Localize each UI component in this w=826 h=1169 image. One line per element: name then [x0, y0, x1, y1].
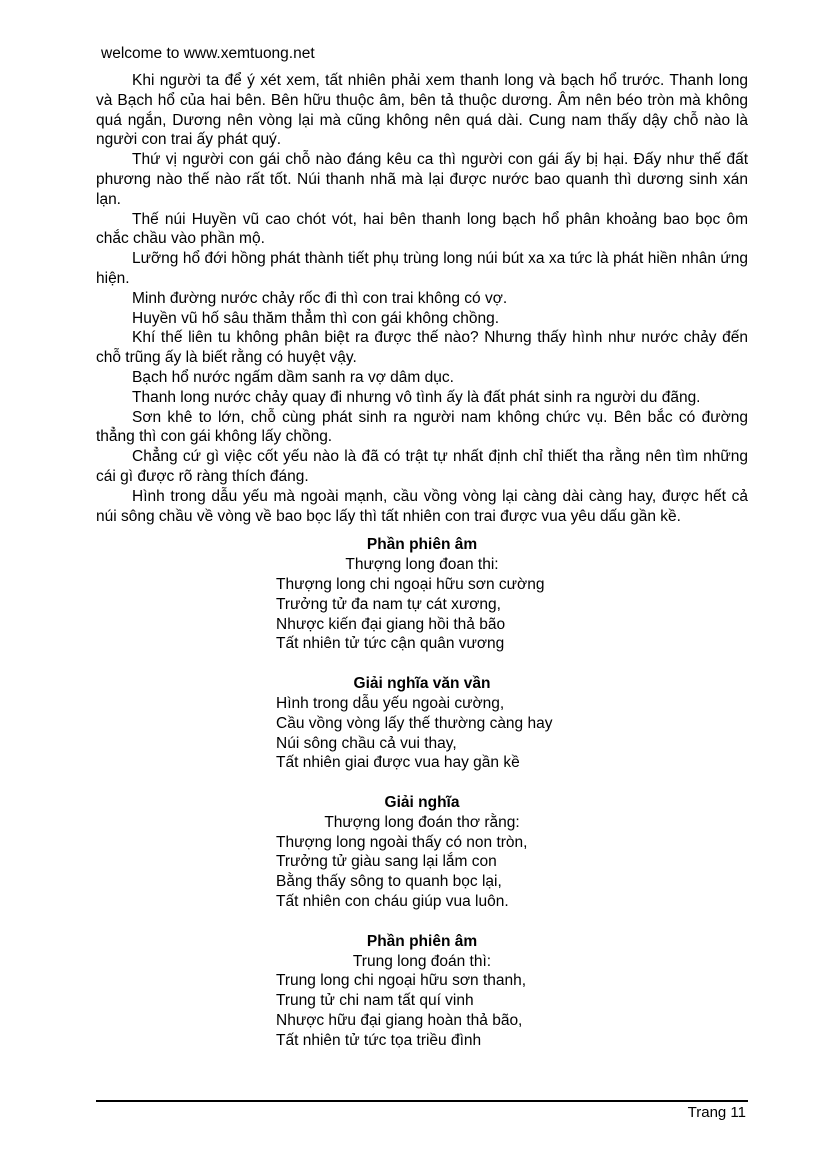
body-paragraph: Minh đường nước chảy rốc đi thì con trai không có vợ. — [132, 289, 508, 307]
footer-divider — [96, 1100, 748, 1102]
poem-section — [96, 674, 748, 773]
verse-line: Trung tử chi nam tất quí vinh — [276, 992, 474, 1010]
poem-intro-line: Thượng long đoán thơ rằng: — [324, 813, 520, 831]
verse-line: Trung long chi ngoại hữu sơn thanh, — [276, 972, 527, 990]
page-number: Trang 11 — [687, 1104, 746, 1121]
poem-section — [96, 793, 748, 912]
verse-line: Tất nhiên tử tức cận quân vương — [276, 635, 505, 653]
section-title: Giải nghĩa văn vần — [353, 675, 491, 693]
poem-section — [96, 932, 748, 1051]
verse-line: Trưởng tử đa nam tự cát xương, — [276, 595, 501, 613]
verse-line: Thượng long ngoài thấy có non tròn, — [276, 833, 528, 851]
verse-line: Bằng thấy sông to quanh bọc lại, — [276, 873, 502, 891]
verse-line: Núi sông chầu cả vui thay, — [276, 734, 457, 752]
body-paragraph: Khi người ta để ý xét xem, tất nhiên phải xem thanh long và bạch hổ trước. Thanh long và Bạch hổ của hai bên. Bên hữu thuộc âm, bên tả thuộc dương. Âm nên béo tròn mà không quá ngắn, Dương nên vòng lại mà cũng không nên quá dài. Cung nam thấy dậy chỗ nào là người con trai ấy phát quý. — [96, 72, 748, 149]
section-title: Phần phiên âm — [366, 536, 478, 554]
poem-intro-line: Trung long đoán thì: — [352, 952, 492, 970]
body-paragraph: Thanh long nước chảy quay đi nhưng vô tình ấy là đất phát sinh ra người du đãng. — [132, 388, 701, 406]
verse-line: Nhược hữu đại giang hoàn thả bão, — [276, 1012, 523, 1030]
body-paragraph: Hình trong dẫu yếu mà ngoài mạnh, cầu vồng vòng lại càng dài càng hay, được hết cả núi sông chầu về vòng về bao bọc lấy thì tất nhiên con trai được vua yêu dấu gần kề. — [96, 487, 748, 525]
body-paragraph: Sơn khê to lớn, chỗ cùng phát sinh ra người nam không chức vụ. Bên bắc có đường thẳng thì con gái không lấy chồng. — [96, 408, 748, 446]
page-header — [101, 44, 315, 63]
section-title: Phần phiên âm — [366, 932, 478, 950]
body-paragraph: Chẳng cứ gì việc cốt yếu nào là đã có trật tự nhất định chỉ thiết tha rằng nên tìm những cái gì được rõ ràng thích đáng. — [96, 448, 748, 485]
verse-line: Tất nhiên con cháu giúp vua luôn. — [276, 893, 509, 911]
poem-intro-line: Thượng long đoan thi: — [345, 556, 499, 574]
verse-line: Hình trong dẫu yếu ngoài cường, — [276, 694, 505, 712]
site-note: welcome to www.xemtuong.net — [101, 45, 315, 62]
section-title: Giải nghĩa — [384, 794, 460, 812]
verse-line: Nhược kiến đại giang hồi thả bão — [276, 615, 506, 633]
verse-line: Thượng long chi ngoại hữu sơn cường — [276, 575, 545, 593]
verse-line: Tất nhiên giai được vua hay gần kề — [276, 754, 520, 772]
body-paragraph: Huyền vũ hố sâu thăm thẳm thì con gái không chồng. — [132, 309, 500, 327]
verse-line: Trưởng tử giàu sang lại lắm con — [276, 853, 497, 871]
body-paragraph: Thứ vị người con gái chỗ nào đáng kêu ca thì người con gái ấy bị hại. Đấy như thế đất phương nào thế nào rất tốt. Núi thanh nhã mà lại được nước bao quanh thì dương sinh xán lạn. — [96, 151, 748, 208]
body-paragraph: Lưỡng hổ đới hồng phát thành tiết phụ trùng long núi bút xa xa tức là phát hiền nhân ứng hiện. — [96, 250, 748, 287]
poem-section — [96, 535, 748, 654]
verse-line: Tất nhiên tử tức tọa triều đình — [276, 1031, 482, 1049]
body-paragraph: Khí thế liên tu không phân biệt ra được thế nào? Nhưng thấy hình như nước chảy đến chỗ trũng ấy là biết rằng có huyệt vậy. — [96, 329, 748, 367]
document-content — [96, 71, 748, 1051]
verse-line: Cầu vồng vòng lấy thế thường càng hay — [276, 714, 553, 732]
body-paragraph: Thế núi Huyền vũ cao chót vót, hai bên thanh long bạch hổ phân khoảng bao bọc ôm chắc chầu vào phần mộ. — [96, 210, 748, 248]
body-paragraph: Bạch hổ nước ngấm dầm sanh ra vợ dâm dục. — [132, 368, 454, 386]
